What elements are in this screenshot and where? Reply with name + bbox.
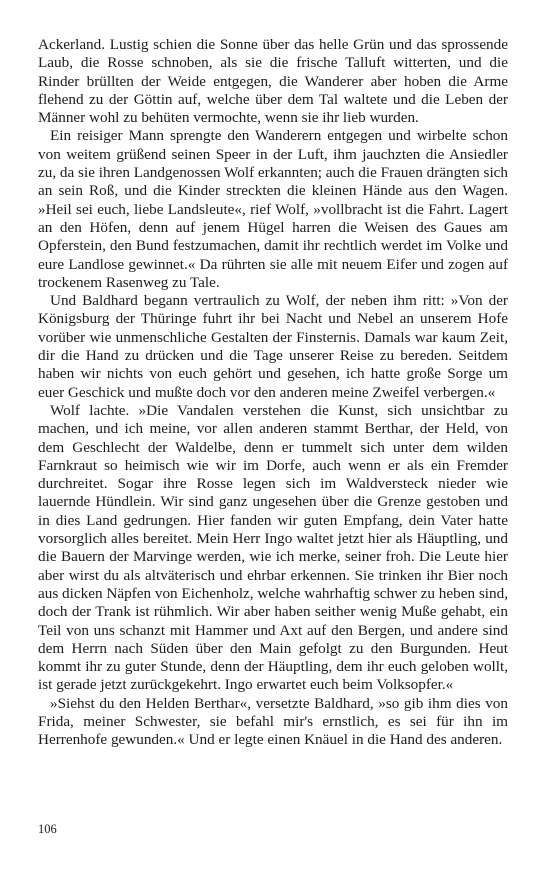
page-number: 106: [38, 822, 57, 836]
paragraph-1: Ackerland. Lustig schien die Sonne über das helle Grün und das sprossende Laub, die Rosse schnoben, als sie die frische Talluft witterten, und die Rinder brüllten der Weide entgegen, die Wanderer aber hoben die Arme flehend zu der Göttin auf, welche über dem Tal waltete und die Leben der Männer wohl zu behüten vermochte, wenn sie ihr lieb wurden.: [38, 36, 508, 127]
paragraph-4: Wolf lachte. »Die Vandalen verstehen die Kunst, sich unsichtbar zu machen, und ich meine, vor allen anderen stammt Berthar, der Held, von dem Geschlecht der Waldelbe, denn er tummelt sich unter dem wilden Farnkraut so heimisch wie wir im Dorfe, auch wenn er als ein Fremder durchreitet. Sogar ihre Rosse legen sich im Waldversteck nieder wie lauernde Hündlein. Wir sind ganz ungesehen über die Grenze gestoben und in dies Land gedrungen. Hier fanden wir guten Empfang, dein Vater hatte vorsorglich alles bereitet. Mein Herr Ingo waltet jetzt hier als Häuptling, und die Bauern der Marvinge werden, wie ich merke, seiner froh. Die Leute hier aber wirst du als altväterisch und ehrbar erkennen. Sie trinken ihr Bier noch aus dicken Näpfen von Eichenholz, welche wahrhaftig schwer zu heben sind, doch der Trank ist rühmlich. Wir aber haben seither wenig Muße gehabt, ein Teil von uns schanzt mit Hammer und Axt auf den Bergen, und andere sind dem Herrn nach Süden über den Main gefolgt zu den Burgunden. Heut kommt ihr zu guter Stunde, denn der Häuptling, dem ihr euch geloben wollt, ist gerade jetzt zurückgekehrt. Ingo erwartet euch beim Volksopfer.«: [38, 401, 508, 694]
book-page-text: [38, 36, 508, 750]
paragraph-2: Ein reisiger Mann sprengte den Wanderern entgegen und wirbelte schon von weitem grüßend seinen Speer in der Luft, ihm jauchzten die Ansiedler zu, da sie ihren Landgenossen Wolf erkannten; auch die Frauen drängten sich an sein Roß, und die Kinder streckten die kleinen Hände aus den Wagen. »Heil sei euch, liebe Landsleute«, rief Wolf, »vollbracht ist die Fahrt. Lagert an den Höfen, denn auf jenem Hügel harren die Weisen des Gaues am Opferstein, den Bund festzumachen, damit ihr rechtlich werdet im Volke und eure Landlose gewinnet.« Da rührten sie alle mit neuem Eifer und zogen auf trockenem Rasenweg zu Tale.: [38, 127, 508, 291]
paragraph-5: »Siehst du den Helden Berthar«, versetzte Baldhard, »so gib ihm dies von Frida, meiner Schwester, sie befahl mir's ernstlich, es sei für ihn im Herrenhofe gewunden.« Und er legte einen Knäuel in die Hand des anderen.: [38, 694, 508, 749]
paragraph-3: Und Baldhard begann vertraulich zu Wolf, der neben ihm ritt: »Von der Königsburg der Thüringe fuhrt ihr bei Nacht und Nebel an unserem Hofe vorüber wie unmenschliche Gestalten der Finsternis. Damals war kaum Zeit, dir die Hand zu drücken und die Tage unserer Reise zu bereden. Seitdem haben wir nichts von euch gehört und gesehen, ich hatte große Sorge um euer Geschick und mußte doch vor den anderen meine Zweifel verbergen.«: [38, 292, 508, 401]
